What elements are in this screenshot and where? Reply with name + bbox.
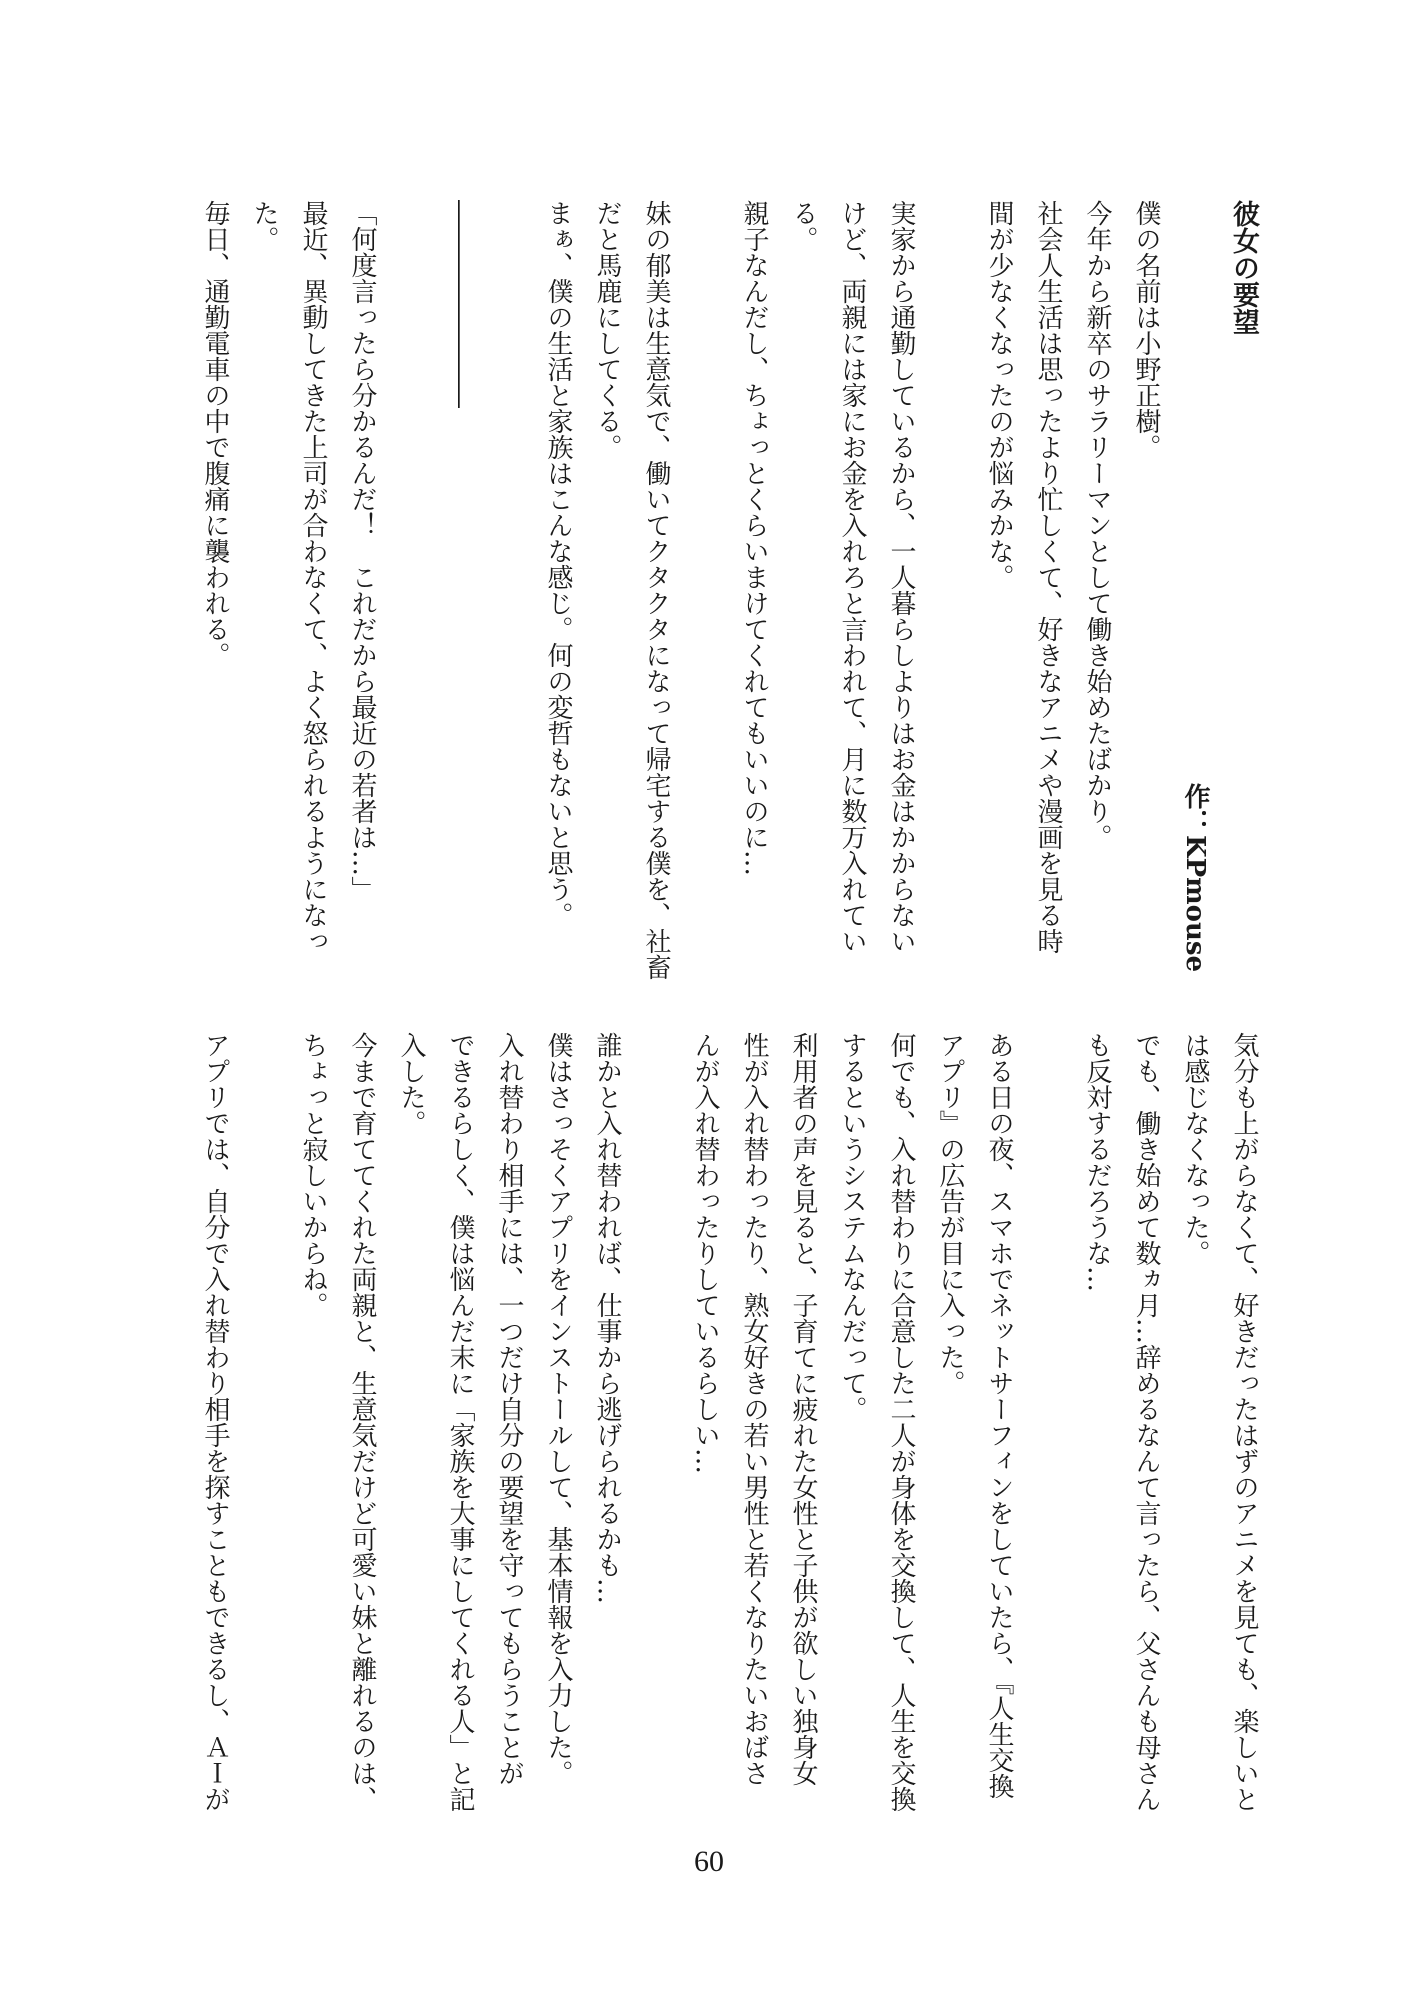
text-line: る。	[788, 200, 818, 252]
text-line: 何でも、入れ替わりに合意した二人が身体を交換して、人生を交換	[886, 1032, 916, 1812]
blank-line	[239, 1032, 288, 1822]
text-line: だと馬鹿にしてくる。	[592, 200, 622, 460]
text-line: けど、両親には家にお金を入れろと言われて、月に数万入れてい	[837, 200, 867, 954]
blank-line	[925, 200, 974, 972]
text-line: 毎日、通勤電車の中で腹痛に襲われる。	[200, 200, 230, 668]
text-line: 誰かと入れ替われば、仕事から逃げられるかも…	[592, 1032, 622, 1604]
text-line: んが入れ替わったりしているらしい…	[690, 1032, 720, 1474]
text-line: 僕はさっそくアプリをインストールして、基本情報を入力した。	[543, 1032, 573, 1786]
text-line: アプリ』の広告が目に入った。	[935, 1032, 965, 1396]
text-line: は感じなくなった。	[1180, 1032, 1210, 1266]
text-line: 社会人生活は思ったより忙しくて、好きなアニメや漫画を見る時	[1033, 200, 1063, 954]
text-line: アプリでは、自分で入れ替わり相手を探すこともできるし、ＡＩが	[200, 1032, 230, 1812]
text-line: まぁ、僕の生活と家族はこんな感じ。何の変哲もないと思う。	[543, 200, 573, 928]
text-line: するというシステムなんだって。	[837, 1032, 867, 1422]
upper-text-block	[190, 200, 1268, 980]
blank-line	[631, 1032, 680, 1822]
blank-line	[484, 200, 533, 972]
page-number: 60	[694, 1845, 724, 1878]
text-line: ――――――――	[445, 200, 475, 408]
lower-text-block	[190, 1032, 1268, 1822]
text-line: 妹の郁美は生意気で、働いてクタクタになって帰宅する僕を、社畜	[641, 200, 671, 980]
text-line: ある日の夜、スマホでネットサーフィンをしていたら、『人生交換	[984, 1032, 1014, 1799]
text-line: 親子なんだし、ちょっとくらいまけてくれてもいいのに…	[739, 200, 769, 876]
text-line: 性が入れ替わったり、熟女好きの若い男性と若くなりたいおばさ	[739, 1032, 769, 1786]
blank-line	[386, 200, 435, 972]
text-line: 実家から通勤しているから、一人暮らしよりはお金はかからない	[886, 200, 916, 954]
text-line: も反対するだろうな…	[1082, 1032, 1112, 1292]
text-line: 最近、異動してきた上司が合わなくて、よく怒られるようになっ	[298, 200, 328, 954]
story-title: 彼女の要望	[1228, 200, 1259, 335]
blank-line	[1023, 1032, 1072, 1822]
text-line: 「何度言ったら分かるんだ！ これだから最近の若者は…」	[347, 200, 377, 902]
text-line: た。	[249, 200, 279, 252]
text-line: できるらしく、僕は悩んだ末に「家族を大事にしてくれる人」と記	[445, 1032, 475, 1812]
text-line: 今年から新卒のサラリーマンとして働き始めたばかり。	[1082, 200, 1112, 850]
blank-line	[680, 200, 729, 972]
text-line: でも、働き始めて数ヵ月…辞めるなんて言ったら、父さんも母さん	[1131, 1032, 1161, 1812]
text-line: 入した。	[396, 1032, 426, 1136]
author-credit: 作：KPmouse	[1180, 782, 1210, 972]
text-line: 利用者の声を見ると、子育てに疲れた女性と子供が欲しい独身女	[788, 1032, 818, 1786]
text-line: 気分も上がらなくて、好きだったはずのアニメを見ても、楽しいと	[1229, 1032, 1259, 1812]
text-line: 僕の名前は小野正樹。	[1131, 200, 1161, 460]
text-line: ちょっと寂しいからね。	[298, 1032, 328, 1318]
text-line: 入れ替わり相手には、一つだけ自分の要望を守ってもらうことが	[494, 1032, 524, 1786]
text-line: 今まで育ててくれた両親と、生意気だけど可愛い妹と離れるのは、	[347, 1032, 377, 1812]
text-line: 間が少なくなったのが悩みかな。	[984, 200, 1014, 590]
